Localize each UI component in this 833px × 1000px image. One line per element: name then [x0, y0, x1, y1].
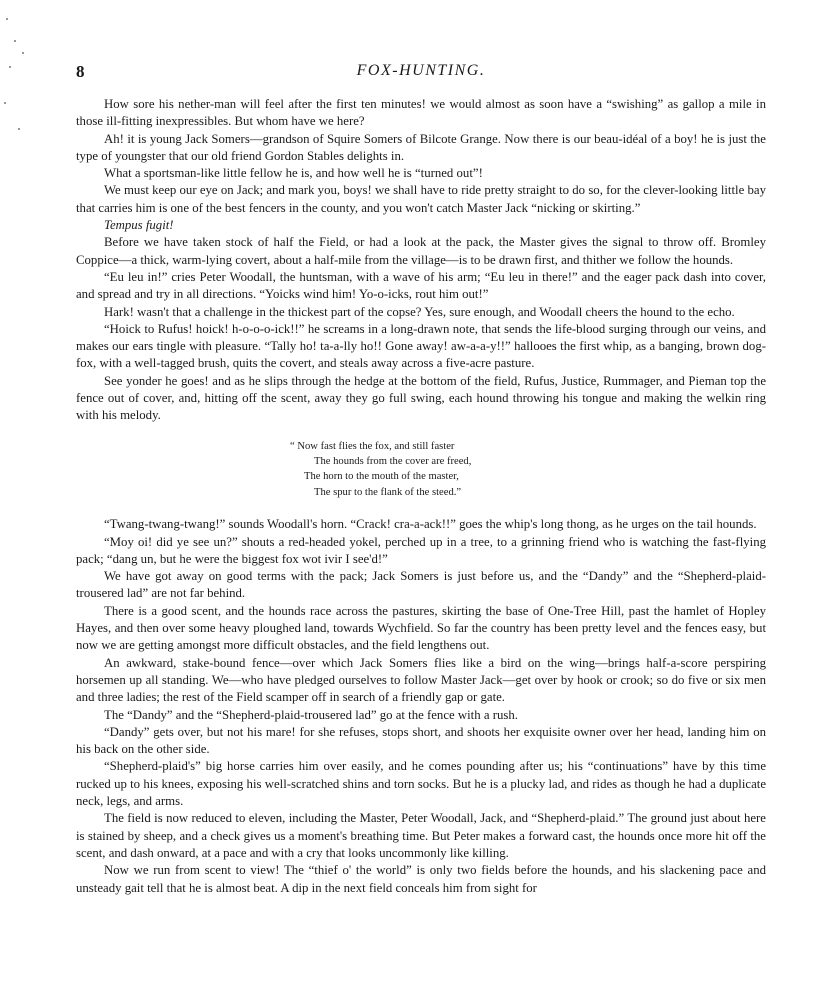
paragraph: We have got away on good terms with the pack; Jack Somers is just before us, and the “Dandy” and the “Shepherd-plaid-trousered lad” are not far behind. [76, 569, 766, 601]
paragraph: The “Dandy” and the “Shepherd-plaid-trousered lad” go at the fence with a rush. [104, 707, 518, 722]
paragraph: How sore his nether-man will feel after the first ten minutes! we would almost as soon have a “swishing” as gallop a mile in those ill-fitting inexpressibles. But whom have we here? [76, 97, 766, 129]
body-text [76, 96, 766, 897]
paragraph: The field is now reduced to eleven, including the Master, Peter Woodall, Jack, and “Shepherd-plaid.” The ground just about here is stained by sheep, and a check gives us a moment's breathing time. But Peter makes a forward cast, the hounds once more hit off the scent, and dash onward, at a pace and with a cry that looks uncommonly like killing. [76, 811, 766, 860]
paragraph: “Dandy” gets over, but not his mare! for she refuses, stops short, and shoots her exquisite owner over her head, landing him on his back on the other side. [76, 724, 766, 757]
paragraph: Before we have taken stock of half the Field, or had a look at the pack, the Master gives the signal to throw off. Bromley Coppice—a thick, warm-lying covert, about a half-mile from the village—is to be drawn first, and thither we follow the hounds. [76, 235, 766, 267]
page-header [76, 62, 766, 86]
paragraph: An awkward, stake-bound fence—over which Jack Somers flies like a bird on the wing—brings half-a-score perspiring horsemen up all standing. We—who have pledged ourselves to follow Master Jack—get over by hook or crook; so do five or six men and three ladies; the rest of the Field scamper off in search of a friendly gap or gate. [76, 655, 766, 705]
paragraph: Hark! wasn't that a challenge in the thickest part of the copse? Yes, sure enough, and Woodall cheers the hound to the echo. [104, 304, 735, 319]
paragraph: Now we run from scent to view! The “thief o' the world” is only two fields before the hounds, and his slackening pace and unsteady gait tell that he is almost beat. A dip in the next field conceals him from sight for [76, 863, 766, 895]
paragraph: “Moy oi! did ye see un?” shouts a red-headed yokel, perched up in a tree, to a grinning friend who is watching the fast-flying pack; “dang un, but he were the biggest fox wot ivir I see'd!” [76, 534, 766, 566]
paragraph: “Hoick to Rufus! hoick! h-o-o-o-ick!!” he screams in a long-drawn note, that sends the life-blood surging through our veins, and makes our ears tingle with pleasure. “Tally ho! ta-a-lly ho!! Gone away! aw-a-a-y!!” hallooes the first whip, as a banging, brown dog-fox, with a well-tagged brush, quits the covert, and steals away across a five-acre pasture. [76, 321, 766, 371]
paragraph: See yonder he goes! and as he slips through the hedge at the bottom of the field, Rufus, Justice, Rummager, and Pieman top the fence out of cover, and, hitting off the scent, away they go full swing, each hound throwing his tongue and making the welkin ring with his melody. [76, 373, 766, 423]
page-number: 8 [76, 62, 85, 81]
verse-line: The horn to the mouth of the master, [304, 471, 459, 483]
paragraph-italic: Tempus fugit! [104, 218, 174, 233]
paragraph: We must keep our eye on Jack; and mark you, boys! we shall have to ride pretty straight to do so, for the clever-looking little bay that carries him is one of the best fencers in the county, and you won't catch Master Jack “nicking or skirting.” [76, 183, 766, 215]
verse-quotation [290, 439, 766, 501]
verse-line: The spur to the flank of the steed.” [314, 486, 462, 498]
verse-line: The hounds from the cover are freed, [314, 456, 472, 468]
paragraph: Ah! it is young Jack Somers—grandson of Squire Somers of Bilcote Grange. Now there is our beau-idéal of a boy! he is just the type of youngster that our old friend Gordon Stables delights in. [76, 131, 766, 163]
paragraph: What a sportsman-like little fellow he is, and how well he is “turned out”! [104, 166, 483, 181]
page-edge-specks [0, 0, 40, 160]
verse-line: “ Now fast flies the fox, and still faster [290, 440, 455, 452]
paragraph: “Eu leu in!” cries Peter Woodall, the huntsman, with a wave of his arm; “Eu leu in there!” and the eager pack dash into cover, and spread and try in all directions. “Yoicks wind him! Yo-o-icks, rout him out!” [76, 269, 766, 302]
running-head-title: FOX-HUNTING. [356, 62, 486, 79]
paragraph: There is a good scent, and the hounds race across the pastures, skirting the base of One-Tree Hill, past the hamlet of Hopley Hayes, and then over some heavy ploughed land, towards Wychfield. So far the country has been pretty level and the fences easy, but now we are getting amongst more difficult obstacles, and the field lengthens out. [76, 603, 766, 653]
paragraph: “Twang-twang-twang!” sounds Woodall's horn. “Crack! cra-a-ack!!” goes the whip's long thong, as he urges on the tail hounds. [104, 517, 757, 532]
paragraph: “Shepherd-plaid's” big horse carries him over easily, and he comes pounding after us; his “continuations” have by this time rucked up to his knees, exposing his well-scratched shins and torn socks. But he is a plucky lad, and rides as though he had a duplicate neck, legs, and arms. [76, 759, 766, 809]
